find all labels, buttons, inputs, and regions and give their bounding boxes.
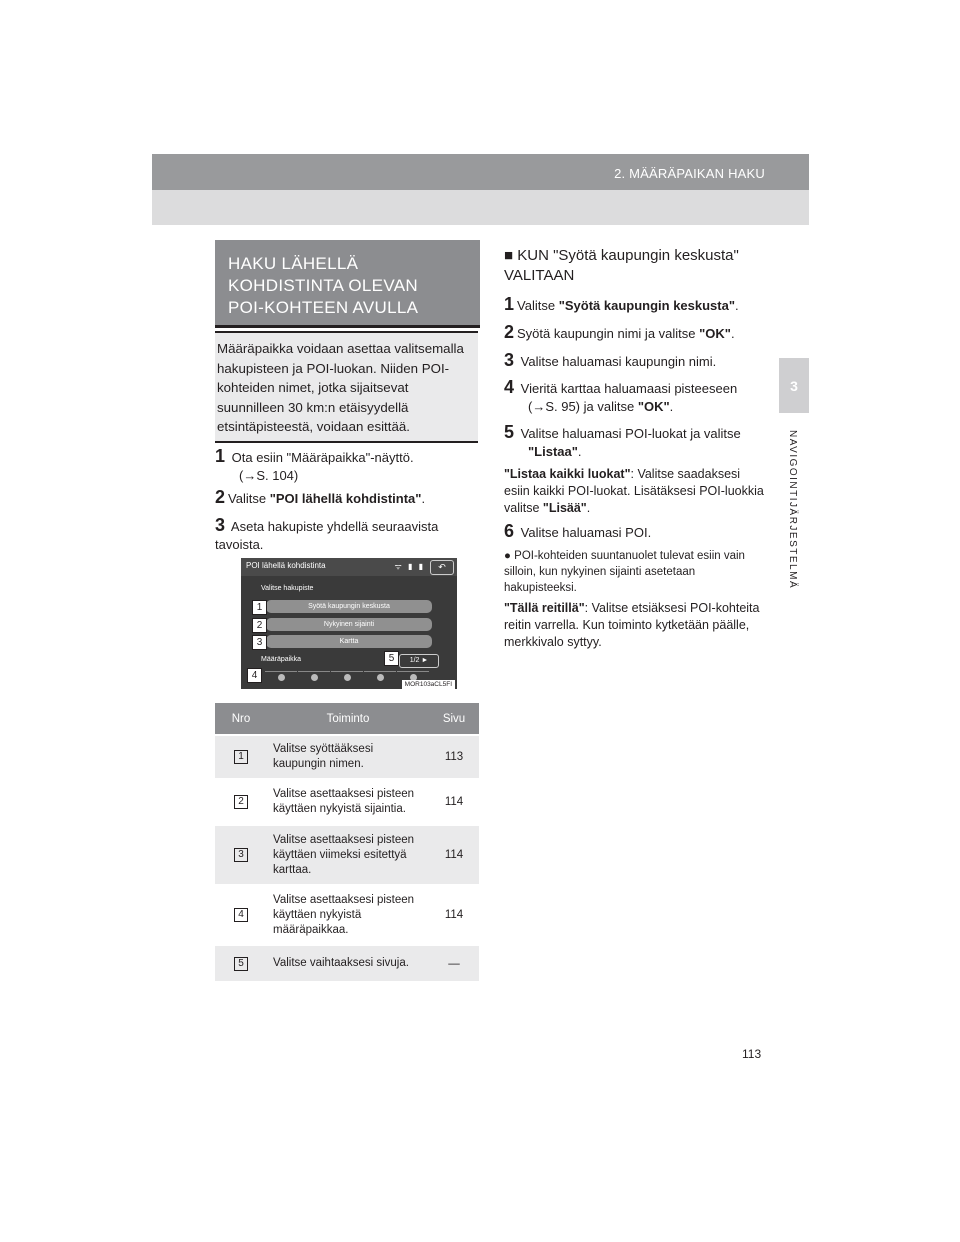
step-cont: (→S. 95) ja valitse <box>528 399 638 414</box>
note-text: : Valitse saadaksesi esiin kaikki POI-luokat. Lisätäksesi POI-luokkia valitse <box>504 467 764 515</box>
step-number: 6 <box>504 521 515 541</box>
note-bold: "Listaa kaikki luokat" <box>504 467 631 481</box>
table-row <box>215 945 479 981</box>
step-bold: "OK" <box>637 399 670 414</box>
row-description: Valitse vaihtaaksesi sivuja. <box>267 945 429 981</box>
chapter-number: 3 <box>790 378 798 394</box>
step-post: . <box>577 444 582 459</box>
row-description: Valitse asettaaksesi pisteen käyttäen viimeksi esitettyä karttaa. <box>267 825 429 885</box>
page-header-bar <box>152 154 809 190</box>
row-description: Valitse syöttääksesi kaupungin nimen. <box>267 735 429 779</box>
square-bullet-icon: ■ <box>504 247 514 264</box>
row-description: Valitse asettaaksesi pisteen käyttäen nykyistä sijaintia. <box>267 779 429 825</box>
step-text: Syötä kaupungin nimi ja valitse <box>517 326 700 341</box>
step-post: . <box>735 298 739 313</box>
destination-icon[interactable] <box>265 671 297 684</box>
note-bold: "Lisää" <box>542 501 587 515</box>
table-row <box>215 779 479 825</box>
callout-1: 1 <box>252 600 267 615</box>
row-page: — <box>429 945 479 981</box>
page-number: 113 <box>742 1047 762 1061</box>
step-post: . <box>730 326 735 341</box>
current-location-button[interactable]: Nykyinen sijainti <box>266 618 432 631</box>
step-bold: "Syötä kaupungin keskusta" <box>558 298 736 313</box>
step-bold: "OK" <box>699 326 731 341</box>
row-number: 2 <box>234 795 248 809</box>
row-description: Valitse asettaaksesi pisteen käyttäen nykyistä määräpaikkaa. <box>267 885 429 945</box>
screen-title: POI lähellä kohdistinta <box>246 561 326 570</box>
page-header-band <box>152 190 809 225</box>
intro-text: Määräpaikka voidaan asettaa valitsemalla hakupisteen ja POI-luokan. Niiden POI-kohteiden nimet, jotka sijaitsevat suunnilleen 30 km:n etäisyydellä etsintäpisteestä, voidaan esittää. <box>215 331 478 443</box>
step-post: . <box>669 399 674 414</box>
city-center-button[interactable]: Syötä kaupungin keskusta <box>266 600 432 613</box>
heading-line: KOHDISTINTA OLEVAN <box>228 276 418 295</box>
function-table <box>215 703 479 981</box>
right-step-6 <box>504 522 767 542</box>
page-switch-button[interactable]: 1/2 ► <box>399 654 439 668</box>
step-number: 2 <box>504 322 515 342</box>
bullet-note <box>504 548 767 596</box>
section-title: 2. MÄÄRÄPAIKAN HAKU <box>614 166 765 181</box>
note-end: . <box>586 501 591 515</box>
row-page: 113 <box>429 735 479 779</box>
col-header-function: Toiminto <box>267 703 429 735</box>
col-header-num: Nro <box>215 703 267 735</box>
destination-icon[interactable] <box>364 671 396 684</box>
note-text: : Valitse etsiäksesi POI-kohteita reitin varrella. Kun toiminto kytketään päälle, merkkivalo syttyy. <box>504 601 760 649</box>
callout-4: 4 <box>247 668 262 683</box>
row-page: 114 <box>429 825 479 885</box>
chapter-label: NAVIGOINTIJÄRJESTELMÄ <box>787 430 798 590</box>
right-step-5 <box>504 423 767 461</box>
callout-3: 3 <box>252 635 267 650</box>
row-number: 5 <box>234 957 248 971</box>
heading-line: POI-KOHTEEN AVULLA <box>228 298 419 317</box>
screen-label-search-point: Valitse hakupiste <box>261 585 314 592</box>
step-number: 2 <box>215 487 226 507</box>
step-number: 1 <box>504 294 515 314</box>
note-on-route <box>504 600 767 651</box>
right-step-4 <box>504 378 767 416</box>
callout-2: 2 <box>252 618 267 633</box>
row-page: 114 <box>429 885 479 945</box>
step-number: 4 <box>504 377 515 397</box>
step-text: Valitse haluamasi POI-luokat ja valitse <box>520 426 741 441</box>
step-text: Valitse haluamasi POI. <box>520 525 652 540</box>
status-icons: ᯤ ▮ ▮ <box>394 562 425 571</box>
step-text: Valitse <box>228 491 270 506</box>
right-heading <box>504 246 767 286</box>
note-bold: "Tällä reitillä" <box>504 601 585 615</box>
note-list-all <box>504 466 767 517</box>
step-text: Valitse <box>517 298 559 313</box>
step-bold: "POI lähellä kohdistinta" <box>269 491 422 506</box>
step-number: 3 <box>215 515 226 535</box>
step-number: 1 <box>215 446 226 466</box>
left-step-3 <box>215 516 478 554</box>
table-row <box>215 825 479 885</box>
step-text: Vieritä karttaa haluamaasi pisteeseen <box>520 381 738 396</box>
step-bold: "Listaa" <box>528 444 578 459</box>
row-number: 3 <box>234 848 248 862</box>
step-text: Valitse haluamasi kaupungin nimi. <box>520 354 717 369</box>
screen-label-destination: Määräpaikka <box>261 656 302 663</box>
chapter-tab <box>779 358 809 413</box>
destination-icon[interactable] <box>298 671 330 684</box>
map-button[interactable]: Kartta <box>266 635 432 648</box>
right-step-3 <box>504 351 767 371</box>
right-step-2 <box>504 323 767 343</box>
left-step-2 <box>215 488 478 508</box>
callout-5: 5 <box>384 651 399 666</box>
section-heading <box>215 240 480 328</box>
step-ref: (→S. 104) <box>239 468 299 483</box>
row-number: 1 <box>234 750 248 764</box>
image-code: MOR103aCL5FI <box>402 680 455 689</box>
row-page: 114 <box>429 779 479 825</box>
table-row <box>215 885 479 945</box>
step-number: 3 <box>504 350 515 370</box>
screen-illustration <box>241 558 457 689</box>
heading-line: HAKU LÄHELLÄ <box>228 254 359 273</box>
right-step-1 <box>504 295 767 315</box>
step-number: 5 <box>504 422 515 442</box>
bullet-text: POI-kohteiden suuntanuolet tulevat esiin vain silloin, kun nykyinen sijainti asetetaan hakupisteeksi. <box>504 550 745 594</box>
step-post: . <box>421 491 426 506</box>
step-text: Ota esiin "Määräpaikka"-näyttö. <box>231 450 414 465</box>
col-header-page: Sivu <box>429 703 479 735</box>
right-heading-text: KUN "Syötä kaupungin keskusta" VALITAAN <box>504 247 739 284</box>
row-number: 4 <box>234 908 248 922</box>
step-text: Aseta hakupiste yhdellä seuraavista tavoista. <box>215 519 439 552</box>
destination-icon[interactable] <box>331 671 363 684</box>
left-step-1 <box>215 447 478 485</box>
back-icon[interactable]: ↶ <box>430 560 454 575</box>
table-row <box>215 735 479 779</box>
bullet-icon: ● <box>504 550 511 562</box>
